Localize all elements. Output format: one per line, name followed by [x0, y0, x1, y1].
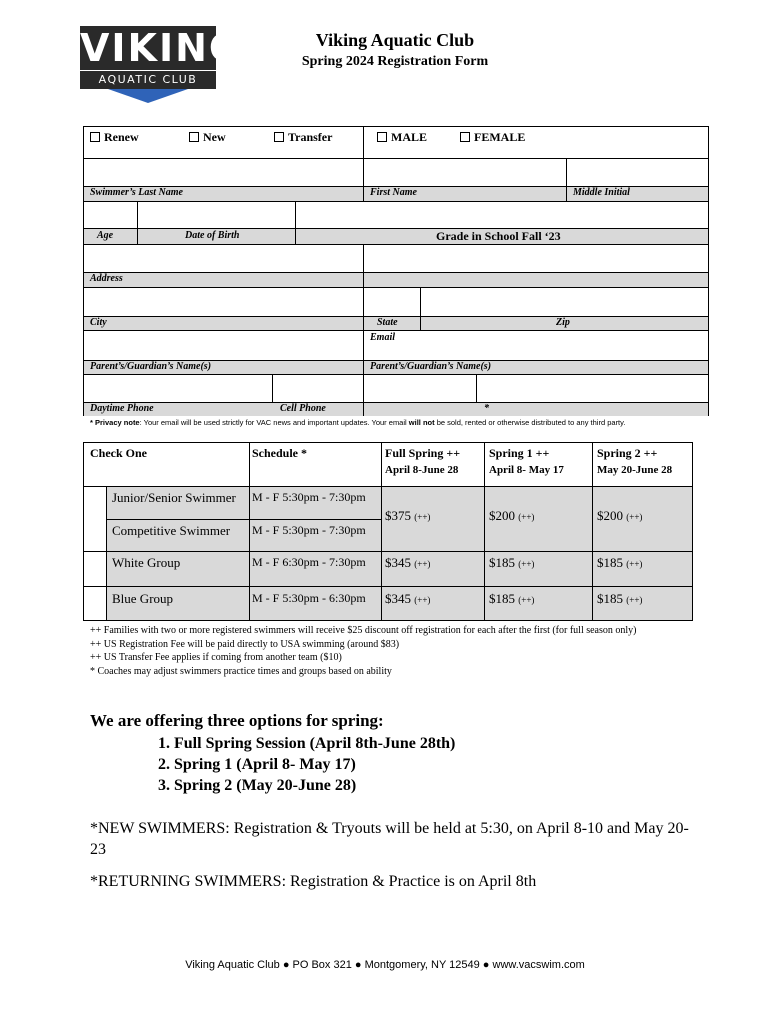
city-label: City [90, 317, 107, 328]
cell-phone-input[interactable] [273, 375, 476, 402]
check-white-group[interactable] [84, 552, 106, 586]
transfer-checkbox[interactable]: Transfer [274, 130, 332, 145]
new-checkbox[interactable]: New [189, 130, 226, 145]
spring2-dates: May 20-June 28 [597, 464, 673, 476]
state-label: State [377, 317, 398, 328]
day-phone-input[interactable] [84, 375, 272, 402]
cell-phone-label: Cell Phone [280, 403, 326, 414]
price-spring1: $200 (++) [489, 508, 535, 523]
spring2-header: Spring 2 ++ [597, 446, 658, 460]
price-spring2: $185 (++) [597, 591, 643, 606]
age-input[interactable] [84, 202, 137, 228]
price-spring2: $200 (++) [597, 508, 643, 523]
parent2-label: Parent’s/Guardian’s Name(s) [370, 361, 492, 372]
schedule-table [83, 442, 693, 621]
spring1-header: Spring 1 ++ [489, 446, 550, 460]
middle-initial-input[interactable] [567, 159, 708, 186]
zip-label: Zip [556, 317, 570, 328]
group-name: Competitive Swimmer [112, 523, 231, 538]
renew-checkbox[interactable]: Renew [90, 130, 139, 145]
last-name-label: Swimmer’s Last Name [90, 187, 183, 198]
offer-list [158, 733, 455, 796]
price-full: $375 (++) [385, 508, 431, 523]
spring1-dates: April 8- May 17 [489, 464, 564, 476]
extra-phone-input[interactable] [477, 375, 708, 402]
band-phones [84, 402, 708, 416]
price-spring2: $185 (++) [597, 555, 643, 570]
note-item: * Coaches may adjust swimmers practice times and groups based on ability [90, 665, 392, 677]
group-time: M - F 5:30pm - 6:30pm [252, 591, 366, 605]
offer-item: 1. Full Spring Session (April 8th-June 28th) [158, 735, 456, 752]
registration-form [83, 126, 709, 416]
city-input[interactable] [84, 288, 363, 316]
middle-initial-label: Middle Initial [573, 187, 630, 198]
price-spring1: $185 (++) [489, 591, 535, 606]
new-swimmers-note: *NEW SWIMMERS: Registration & Tryouts will be held at 5:30, on April 8-10 and May 20-23 [90, 820, 689, 858]
check-junior-senior[interactable] [84, 487, 106, 519]
price-full: $345 (++) [385, 591, 431, 606]
privacy-note: * Privacy note: Your email will be used strictly for VAC news and important updates. Your email will not be sold, rented or otherwise distributed to any third party. [90, 418, 626, 427]
logo-tagline: AQUATIC CLUB [80, 71, 216, 89]
male-checkbox[interactable]: MALE [377, 130, 427, 145]
age-label: Age [97, 230, 114, 241]
group-time: M - F 5:30pm - 7:30pm [252, 523, 366, 537]
check-one-header: Check One [90, 446, 147, 460]
group-name: White Group [112, 555, 181, 570]
grade-label: Grade in School Fall ‘23 [436, 229, 561, 243]
parent1-label: Parent’s/Guardian’s Name(s) [90, 361, 212, 372]
returning-swimmers-note: *RETURNING SWIMMERS: Registration & Practice is on April 8th [90, 873, 537, 890]
page-title: Viking Aquatic Club [315, 30, 475, 50]
address-label: Address [90, 273, 123, 284]
band-address [84, 272, 708, 287]
day-phone-label: Daytime Phone [90, 403, 154, 414]
page-subtitle: Spring 2024 Registration Form [301, 54, 489, 69]
group-time: M - F 6:30pm - 7:30pm [252, 555, 366, 569]
full-spring-header: Full Spring ++ [385, 446, 461, 460]
price-full: $345 (++) [385, 555, 431, 570]
footer-address: Viking Aquatic Club ● PO Box 321 ● Montgomery, NY 12549 ● www.vacswim.com [185, 959, 585, 971]
female-checkbox[interactable]: FEMALE [460, 130, 525, 145]
group-time: M - F 5:30pm - 7:30pm [252, 490, 366, 504]
offer-item: 3. Spring 2 (May 20-June 28) [158, 777, 357, 794]
first-name-label: First Name [370, 187, 417, 198]
logo-wordmark: VIKING [80, 26, 243, 70]
note-item: ++ US Transfer Fee applies if coming from another team ($10) [90, 652, 342, 663]
email-label: Email [370, 332, 396, 343]
last-name-input[interactable] [84, 159, 363, 186]
grade-input[interactable] [296, 202, 708, 228]
dob-label: Date of Birth [185, 230, 240, 241]
full-spring-dates: April 8-June 28 [385, 464, 459, 476]
price-spring1: $185 (++) [489, 555, 535, 570]
logo-chevron-icon [108, 89, 188, 103]
state-input[interactable] [364, 288, 420, 316]
group-name: Blue Group [112, 591, 174, 606]
parent2-input[interactable] [364, 331, 708, 360]
note-item: ++ Families with two or more registered swimmers will receive $25 discount off registration for each after the first (for full season only) [90, 625, 637, 636]
band-age [84, 228, 708, 244]
offer-item: 2. Spring 1 (April 8- May 17) [158, 756, 356, 773]
schedule-header: Schedule * [252, 446, 308, 460]
group-name: Junior/Senior Swimmer [112, 490, 236, 505]
note-item: ++ US Registration Fee will be paid directly to USA swimming (around $83) [90, 638, 400, 650]
asterisk-label: * [484, 403, 489, 414]
first-name-input[interactable] [364, 159, 566, 186]
parent1-input[interactable] [84, 331, 363, 360]
zip-input[interactable] [421, 288, 708, 316]
fee-notes [90, 624, 670, 678]
check-blue-group[interactable] [84, 587, 106, 620]
check-competitive[interactable] [84, 520, 106, 551]
offer-heading: We are offering three options for spring: [90, 711, 384, 730]
dob-input[interactable] [138, 202, 295, 228]
address-input[interactable] [84, 245, 363, 272]
